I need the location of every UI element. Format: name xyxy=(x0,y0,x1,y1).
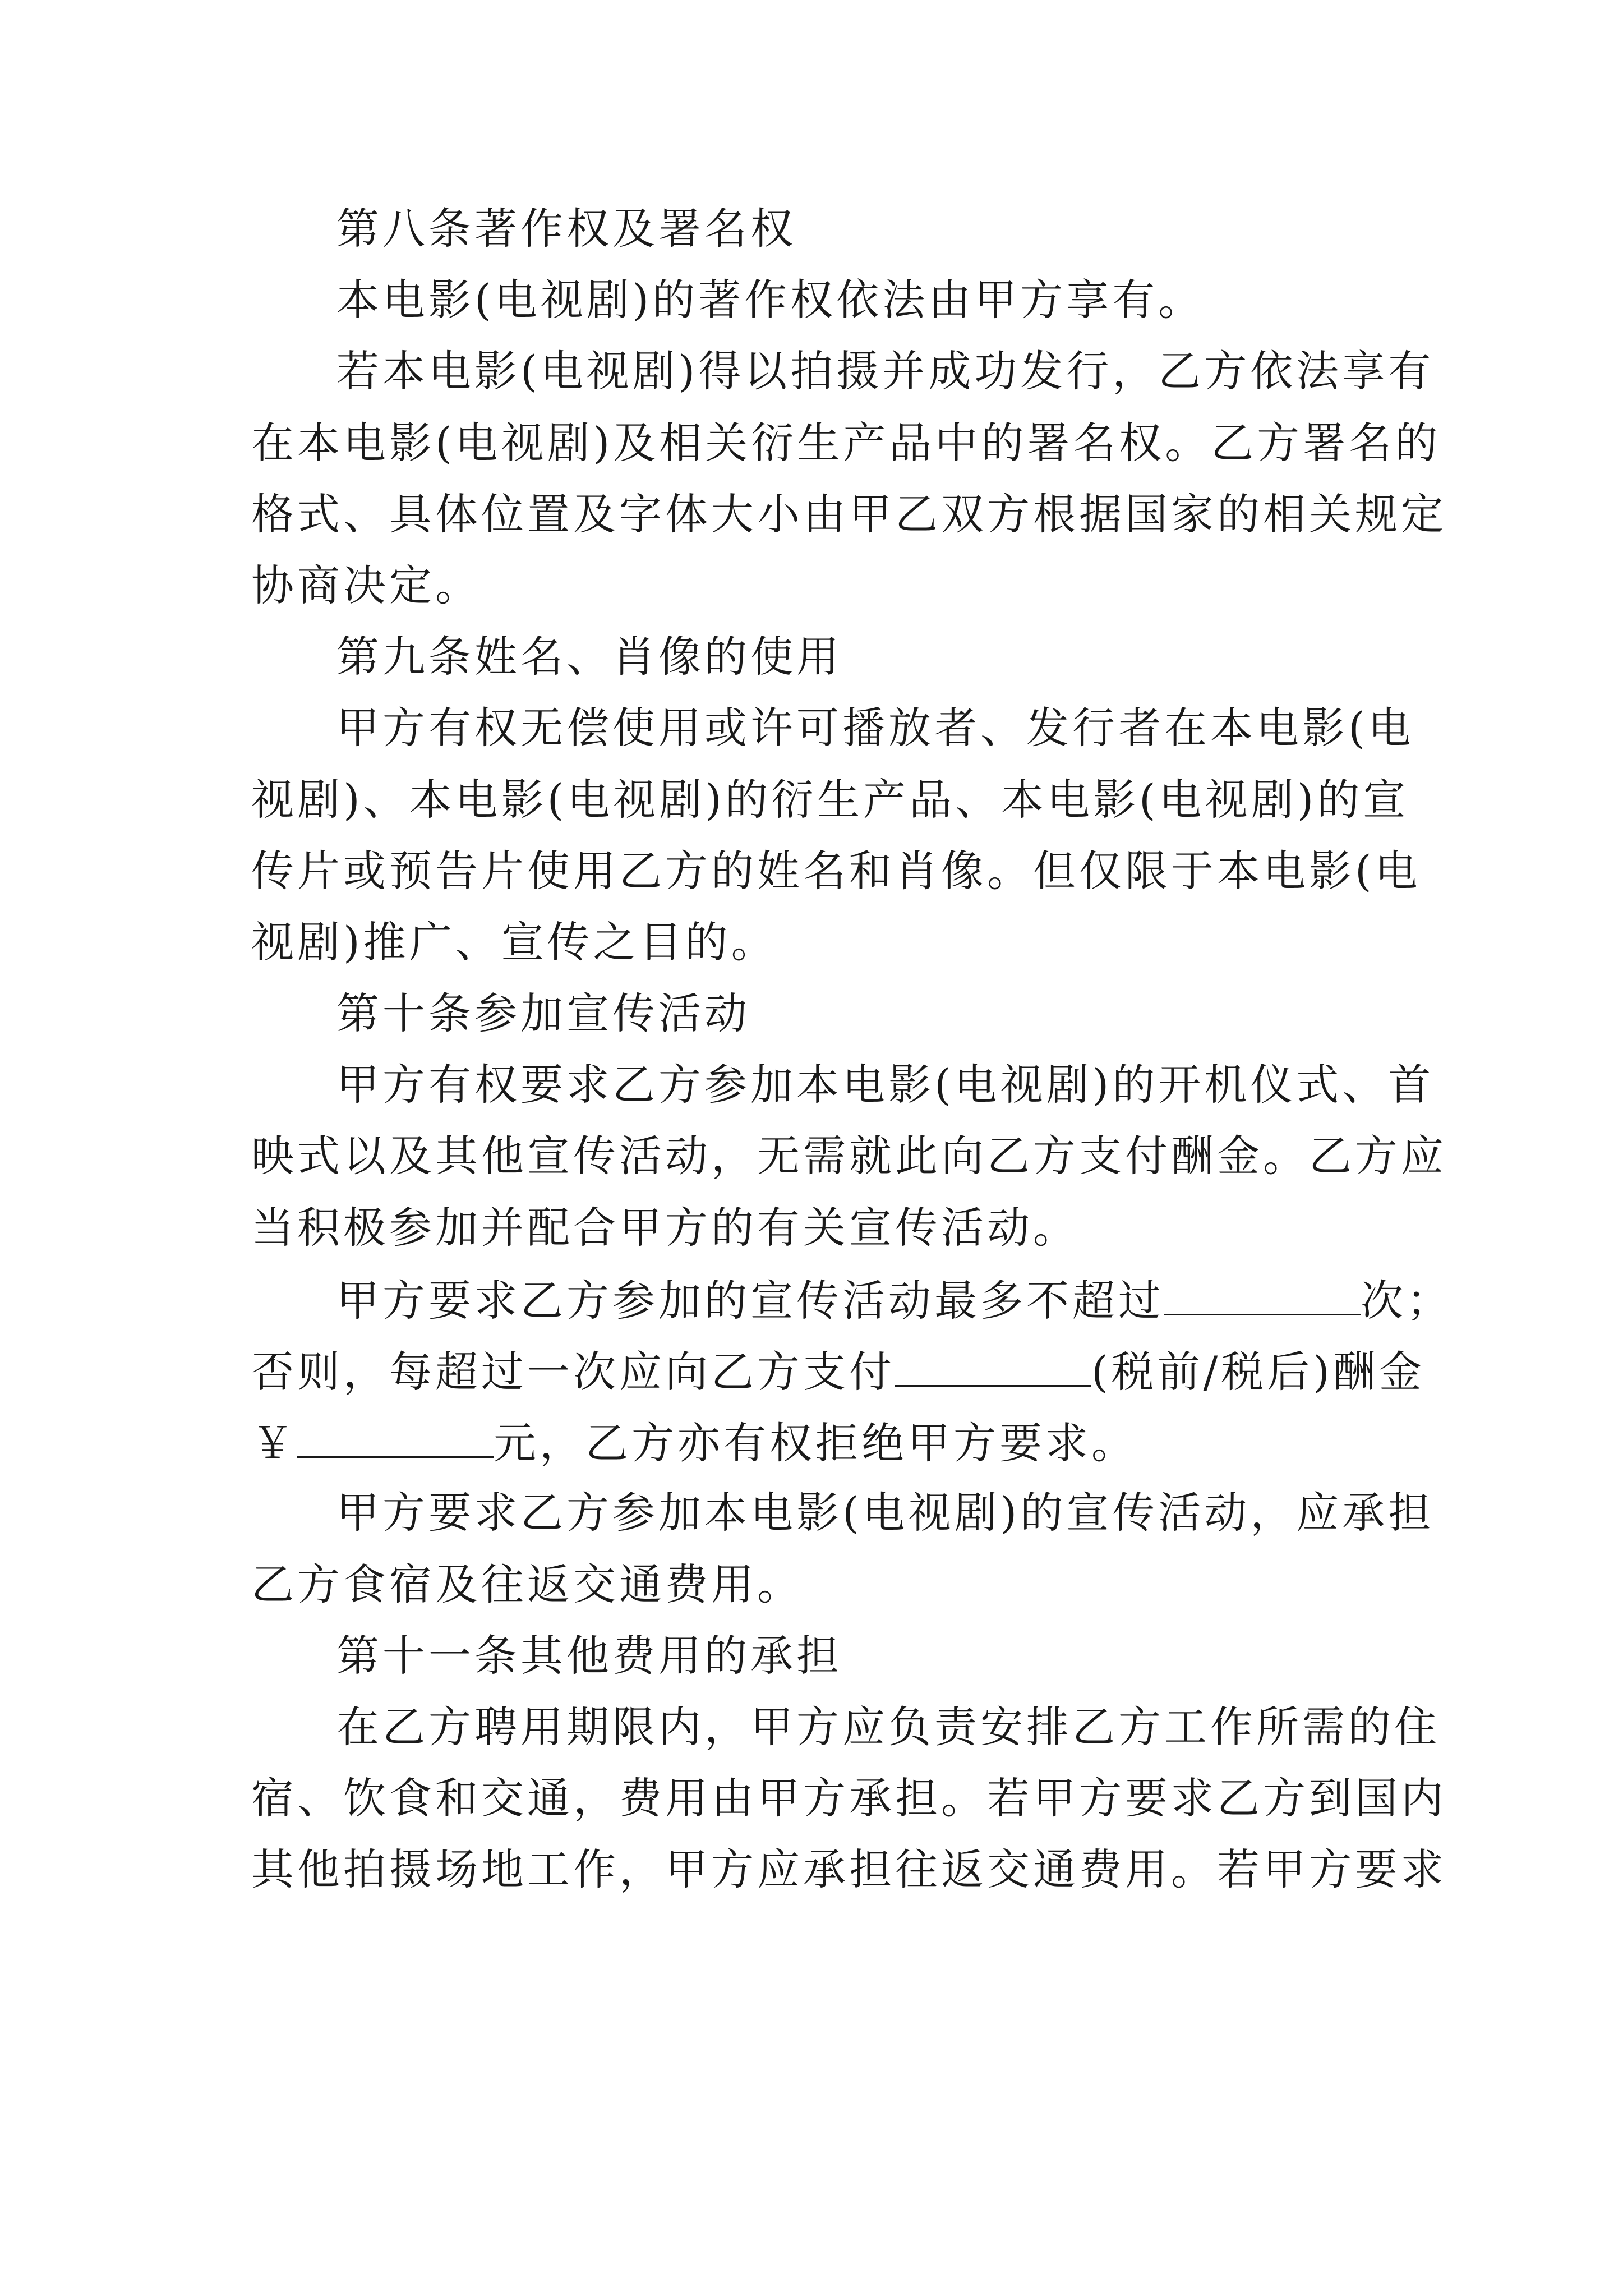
text-segment: 甲方要求乙方参加的宣传活动最多不超过 xyxy=(336,1275,1164,1326)
blank-amount[interactable] xyxy=(297,1420,494,1458)
article-11-paragraph-1-line-3: 其他拍摄场地工作，甲方应承担往返交通费用。若甲方要求 xyxy=(251,1844,1447,1895)
currency-symbol: ￥ xyxy=(251,1418,297,1469)
article-8-paragraph-1: 本电影(电视剧)的著作权依法由甲方享有。 xyxy=(336,275,1205,325)
article-10-paragraph-1-line-2: 映式以及其他宣传活动，无需就此向乙方支付酬金。乙方应 xyxy=(251,1131,1447,1181)
article-8-paragraph-2-line-3: 格式、具体位置及字体大小由甲乙双方根据国家的相关规定 xyxy=(251,489,1447,539)
article-9-paragraph-1-line-1: 甲方有权无偿使用或许可播放者、发行者在本电影(电 xyxy=(336,703,1414,753)
article-10-paragraph-3-line-2: 乙方食宿及往返交通费用。 xyxy=(251,1559,803,1609)
text-segment: 否则，每超过一次应向乙方支付 xyxy=(251,1347,895,1397)
article-8-paragraph-2-line-1: 若本电影(电视剧)得以拍摄并成功发行，乙方依法享有 xyxy=(336,346,1435,397)
article-10-paragraph-1-line-1: 甲方有权要求乙方参加本电影(电视剧)的开机仪式、首 xyxy=(336,1060,1435,1110)
article-10-paragraph-2-line-2 xyxy=(251,1347,1425,1397)
article-11-paragraph-1-line-2: 宿、饮食和交通，费用由甲方承担。若甲方要求乙方到国内 xyxy=(251,1773,1447,1824)
blank-max-count[interactable] xyxy=(1164,1278,1361,1315)
text-segment: (税前/税后)酬金 xyxy=(1091,1347,1425,1397)
article-9-heading: 第九条姓名、肖像的使用 xyxy=(336,632,842,682)
article-9-paragraph-1-line-3: 传片或预告片使用乙方的姓名和肖像。但仅限于本电影(电 xyxy=(251,845,1421,896)
article-8-heading: 第八条著作权及署名权 xyxy=(336,204,796,254)
article-9-paragraph-1-line-4: 视剧)推广、宣传之目的。 xyxy=(251,917,777,967)
article-11-paragraph-1-line-1: 在乙方聘用期限内，甲方应负责安排乙方工作所需的住 xyxy=(336,1701,1440,1752)
article-10-paragraph-2-line-3 xyxy=(251,1418,1378,1469)
article-8-paragraph-2-line-2: 在本电影(电视剧)及相关衍生产品中的署名权。乙方署名的 xyxy=(251,417,1441,468)
article-10-heading: 第十条参加宣传活动 xyxy=(336,988,750,1039)
text-segment: 元，乙方亦有权拒绝甲方要求。 xyxy=(494,1418,1137,1469)
article-8-paragraph-2-line-4: 协商决定。 xyxy=(251,560,481,610)
article-11-heading: 第十一条其他费用的承担 xyxy=(336,1630,842,1681)
text-segment: 次； xyxy=(1361,1275,1453,1326)
document-page xyxy=(251,204,1453,1920)
article-9-paragraph-1-line-2: 视剧)、本电影(电视剧)的衍生产品、本电影(电视剧)的宣 xyxy=(251,774,1409,825)
article-10-paragraph-2-line-1 xyxy=(251,1275,1453,1326)
article-10-paragraph-1-line-3: 当积极参加并配合甲方的有关宣传活动。 xyxy=(251,1202,1079,1253)
blank-fee-type[interactable] xyxy=(895,1349,1091,1387)
article-10-paragraph-3-line-1: 甲方要求乙方参加本电影(电视剧)的宣传活动，应承担 xyxy=(336,1488,1435,1538)
